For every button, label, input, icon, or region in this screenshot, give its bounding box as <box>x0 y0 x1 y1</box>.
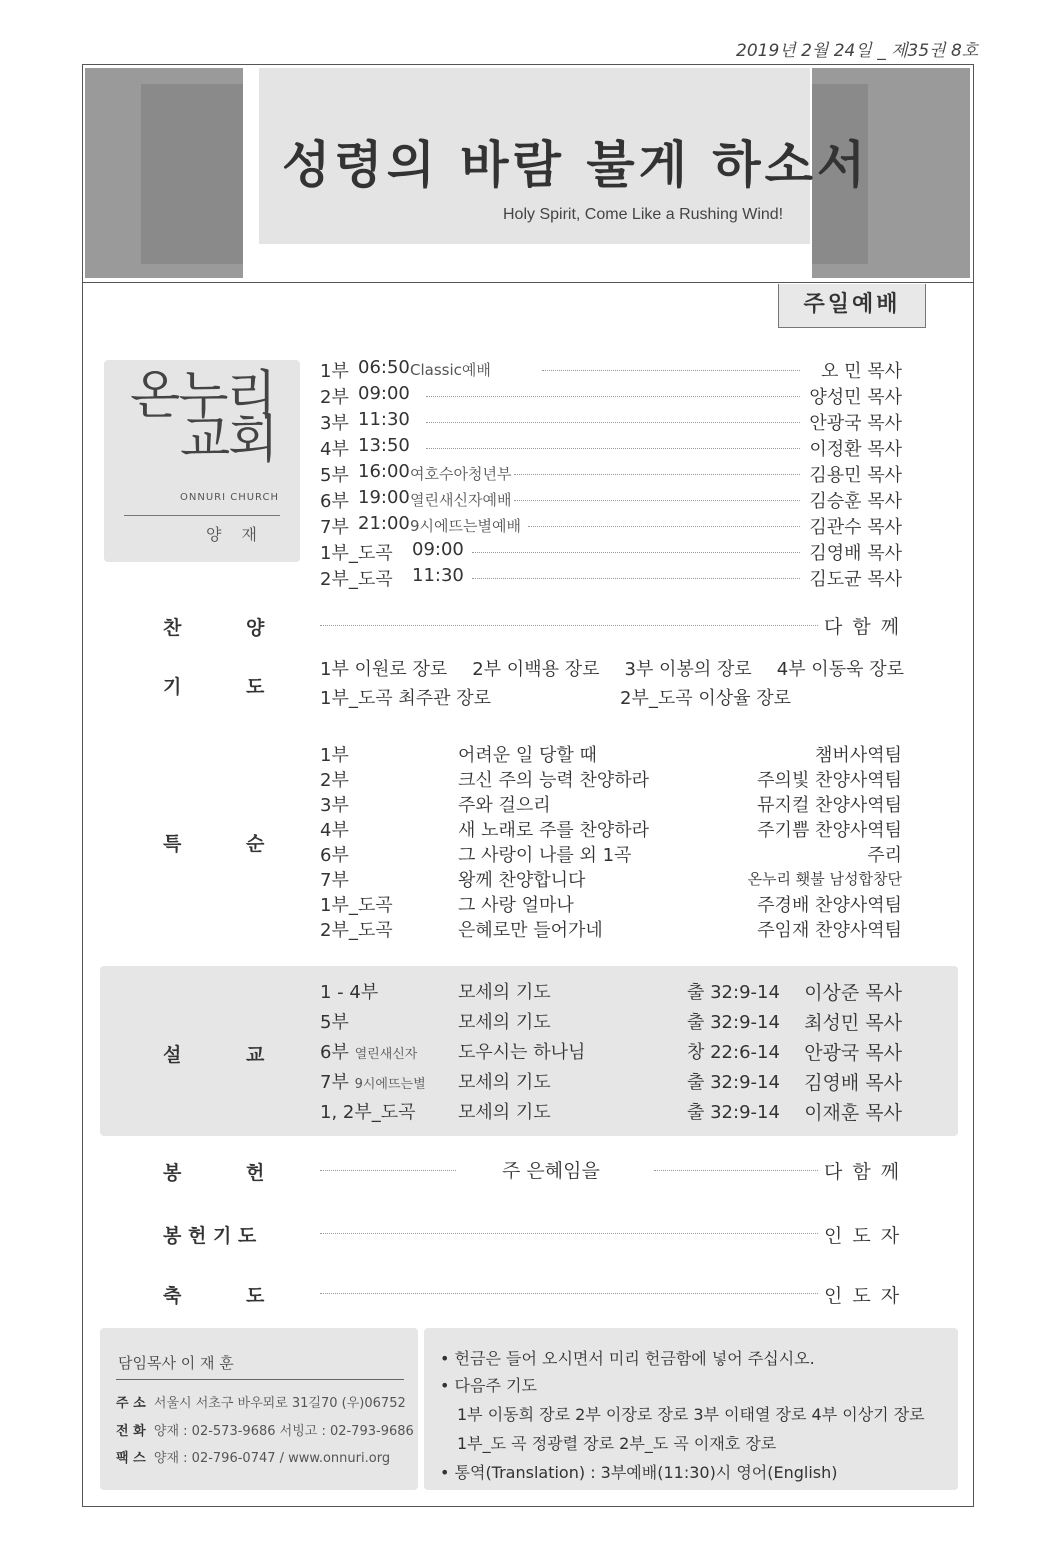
sermon-pastor: 안광국 목사 <box>804 1042 902 1064</box>
benediction-value: 인 도 자 <box>824 1285 902 1307</box>
sermon-reference: 창 22:6-14 <box>687 1042 780 1063</box>
prayer-line-2-b: 2부_도곡 이상율 장로 <box>620 688 791 709</box>
special-song: 어려운 일 당할 때 <box>458 745 597 766</box>
offering-label-2: 헌 <box>246 1162 265 1184</box>
special-part: 6부 <box>320 845 349 866</box>
service-part: 1부 <box>320 361 349 382</box>
service-pastor: 안광국 목사 <box>809 413 902 434</box>
special-team: 챔버사역팀 <box>815 745 902 766</box>
special-label-2: 순 <box>246 833 265 855</box>
praise-leader <box>320 625 818 626</box>
service-part: 6부 <box>320 491 349 512</box>
offering-leader-right <box>654 1170 818 1171</box>
service-time: 19:00 <box>358 487 410 508</box>
special-song: 은혜로만 들어가네 <box>458 920 603 941</box>
offering-value: 다 함 께 <box>824 1161 902 1183</box>
fax-row <box>116 1447 390 1466</box>
special-team: 주의빛 찬양사역팀 <box>757 770 902 791</box>
special-part: 2부_도곡 <box>320 920 393 941</box>
special-part: 1부 <box>320 745 349 766</box>
notice-offering-text: 헌금은 들어 오시면서 미리 헌금함에 넣어 주십시오. <box>454 1349 815 1368</box>
sermon-part <box>320 978 378 1004</box>
sermon-title: 모세의 기도 <box>458 1012 551 1033</box>
prayer-label-2: 도 <box>246 676 265 698</box>
service-time: 06:50 <box>358 357 410 378</box>
offering-label-1: 봉 <box>163 1162 182 1184</box>
notice-translation-text: 통역(Translation) : 3부예배(11:30)시 영어(English) <box>454 1463 838 1482</box>
special-team: 온누리 횃불 남성합창단 <box>747 870 902 888</box>
special-song: 크신 주의 능력 찬양하라 <box>458 770 650 791</box>
senior-pastor: 담임목사 이 재 훈 <box>118 1354 234 1372</box>
benediction-label-1: 축 <box>163 1285 182 1307</box>
notice-next-prayer-line2: 1부_도 곡 정광렬 장로 2부_도 곡 이재호 장로 <box>457 1434 777 1453</box>
sermon-pastor: 이재훈 목사 <box>804 1102 902 1124</box>
service-pastor: 이정환 목사 <box>809 439 902 460</box>
special-label-1: 특 <box>163 833 182 855</box>
sermon-part-label: 5부 <box>320 1012 349 1033</box>
special-part: 4부 <box>320 820 349 841</box>
sermon-part <box>320 1038 417 1064</box>
service-type-badge: 주일예배 <box>778 284 926 328</box>
special-part: 2부 <box>320 770 349 791</box>
special-song: 주와 걸으리 <box>458 795 551 816</box>
prayer-item: 4부 이동욱 장로 <box>776 659 904 680</box>
service-time: 11:30 <box>358 409 410 430</box>
service-pastor: 김승훈 목사 <box>809 491 902 512</box>
service-leader <box>514 500 800 501</box>
special-part: 7부 <box>320 870 349 891</box>
service-time: 11:30 <box>412 565 464 586</box>
prayer-line-2-a: 1부_도곡 최주관 장로 <box>320 688 491 709</box>
sermon-pastor: 김영배 목사 <box>804 1072 902 1094</box>
offering-prayer-label: 봉 헌 기 도 <box>163 1225 257 1247</box>
service-part: 7부 <box>320 517 349 538</box>
sermon-pastor: 최성민 목사 <box>804 1012 902 1034</box>
sermon-pastor: 이상준 목사 <box>804 982 902 1004</box>
logo-location: 양재 <box>206 525 277 544</box>
header-block-left-inner <box>141 84 243 264</box>
sermon-part-label: 1, 2부_도곡 <box>320 1102 416 1123</box>
praise-label-1: 찬 <box>163 617 182 639</box>
service-leader <box>426 422 800 423</box>
sermon-part <box>320 1068 426 1094</box>
notice-next-prayer: • 다음주 기도 <box>440 1376 537 1395</box>
prayer-item: 1부 이원로 장로 <box>320 659 448 680</box>
logo-line-1: 온누리 <box>130 366 275 426</box>
service-time: 09:00 <box>358 383 410 404</box>
special-team: 주경배 찬양사역팀 <box>757 895 902 916</box>
phone-row <box>116 1420 414 1439</box>
special-team: 뮤지컬 찬양사역팀 <box>757 795 902 816</box>
benediction-label-2: 도 <box>246 1285 265 1307</box>
praise-label-2: 양 <box>246 617 265 639</box>
offering-prayer-leader <box>320 1233 818 1234</box>
prayer-line-1 <box>320 655 904 681</box>
special-song: 그 사랑이 나를 외 1곡 <box>458 845 632 866</box>
service-time: 21:00 <box>358 513 410 534</box>
service-leader <box>472 552 800 553</box>
sermon-reference: 출 32:9-14 <box>687 1102 780 1123</box>
service-description: 9시에뜨는별예배 <box>410 517 521 535</box>
service-description: 여호수아청년부 <box>410 465 512 483</box>
address-value: 서울시 서초구 바우뫼로 31길70 (우)06752 <box>153 1396 406 1411</box>
service-leader <box>426 396 800 397</box>
notice-translation: • 통역(Translation) : 3부예배(11:30)시 영어(English) <box>440 1463 838 1482</box>
service-part: 2부_도곡 <box>320 569 393 590</box>
service-leader <box>514 474 800 475</box>
logo-english: ONNURI CHURCH <box>180 492 280 503</box>
sermon-part-sub: 9시에뜨는별 <box>354 1077 426 1092</box>
special-song: 왕께 찬양합니다 <box>458 870 586 891</box>
logo-divider <box>124 515 280 516</box>
sermon-reference: 출 32:9-14 <box>687 1012 780 1033</box>
logo-korean <box>128 366 277 470</box>
sermon-title: 모세의 기도 <box>458 982 551 1003</box>
sermon-title: 모세의 기도 <box>458 1072 551 1093</box>
service-part: 2부 <box>320 387 349 408</box>
sermon-label-2: 교 <box>246 1044 265 1066</box>
fax-value: 양재 : 02-796-0747 / www.onnuri.org <box>153 1451 391 1466</box>
service-part: 5부 <box>320 465 349 486</box>
prayer-item: 2부 이백용 장로 <box>472 659 600 680</box>
sermon-title: 도우시는 하나님 <box>458 1042 586 1063</box>
sermon-part <box>320 1008 349 1034</box>
service-pastor: 김영배 목사 <box>809 543 902 564</box>
fax-label: 팩 스 <box>116 1451 146 1466</box>
service-leader <box>472 578 800 579</box>
address-label: 주 소 <box>116 1396 146 1411</box>
service-part: 4부 <box>320 439 349 460</box>
service-pastor: 김도균 목사 <box>809 569 902 590</box>
service-part: 3부 <box>320 413 349 434</box>
service-part: 1부_도곡 <box>320 543 393 564</box>
special-part: 1부_도곡 <box>320 895 393 916</box>
service-pastor: 김관수 목사 <box>809 517 902 538</box>
prayer-item: 3부 이봉의 장로 <box>624 659 752 680</box>
phone-label: 전 화 <box>116 1424 146 1439</box>
address-row <box>116 1392 406 1411</box>
logo-line-2: 교회 <box>180 410 277 470</box>
special-team: 주기쁨 찬양사역팀 <box>757 820 902 841</box>
sermon-series-subtitle: Holy Spirit, Come Like a Rushing Wind! <box>503 206 784 223</box>
offering-leader-left <box>320 1170 456 1171</box>
benediction-leader <box>320 1293 818 1294</box>
offering-hymn: 주 은혜임을 <box>502 1160 600 1182</box>
sermon-reference: 출 32:9-14 <box>687 1072 780 1093</box>
service-pastor: 오 민 목사 <box>821 361 902 382</box>
service-pastor: 김용민 목사 <box>809 465 902 486</box>
service-description: 열린새신자예배 <box>410 491 512 509</box>
service-time: 13:50 <box>358 435 410 456</box>
sermon-part-label: 7부 <box>320 1072 349 1093</box>
sermon-part-label: 6부 <box>320 1042 349 1063</box>
sermon-label-1: 설 <box>163 1044 182 1066</box>
service-time: 16:00 <box>358 461 410 482</box>
special-song: 그 사랑 얼마나 <box>458 895 574 916</box>
phone-value: 양재 : 02-573-9686 서빙고 : 02-793-9686 <box>153 1424 414 1439</box>
service-pastor: 양성민 목사 <box>809 387 902 408</box>
special-part: 3부 <box>320 795 349 816</box>
notice-next-prayer-line1: 1부 이동희 장로 2부 이장로 장로 3부 이태열 장로 4부 이상기 장로 <box>457 1405 925 1424</box>
sermon-part <box>320 1098 416 1124</box>
notice-next-prayer-text: 다음주 기도 <box>454 1376 537 1395</box>
sermon-reference: 출 32:9-14 <box>687 982 780 1003</box>
sermon-part-sub: 열린새신자 <box>354 1047 418 1062</box>
header-divider <box>83 282 973 283</box>
contact-divider <box>116 1379 404 1380</box>
sermon-title: 모세의 기도 <box>458 1102 551 1123</box>
offering-prayer-value: 인 도 자 <box>824 1225 902 1247</box>
service-time: 09:00 <box>412 539 464 560</box>
service-leader <box>426 448 800 449</box>
sermon-part-label: 1 - 4부 <box>320 982 379 1003</box>
service-description: Classic예배 <box>410 361 491 379</box>
issue-date: 2019년 2월 24일 _ 제35권 8호 <box>736 41 979 61</box>
special-team: 주임재 찬양사역팀 <box>757 920 902 941</box>
special-song: 새 노래로 주를 찬양하라 <box>458 820 650 841</box>
sermon-series-title: 성령의 바람 불게 하소서 <box>282 135 870 194</box>
notice-offering: • 헌금은 들어 오시면서 미리 헌금함에 넣어 주십시오. <box>440 1349 815 1368</box>
special-team: 주리 <box>867 845 902 866</box>
prayer-label-1: 기 <box>163 676 182 698</box>
praise-value: 다 함 께 <box>824 616 902 638</box>
